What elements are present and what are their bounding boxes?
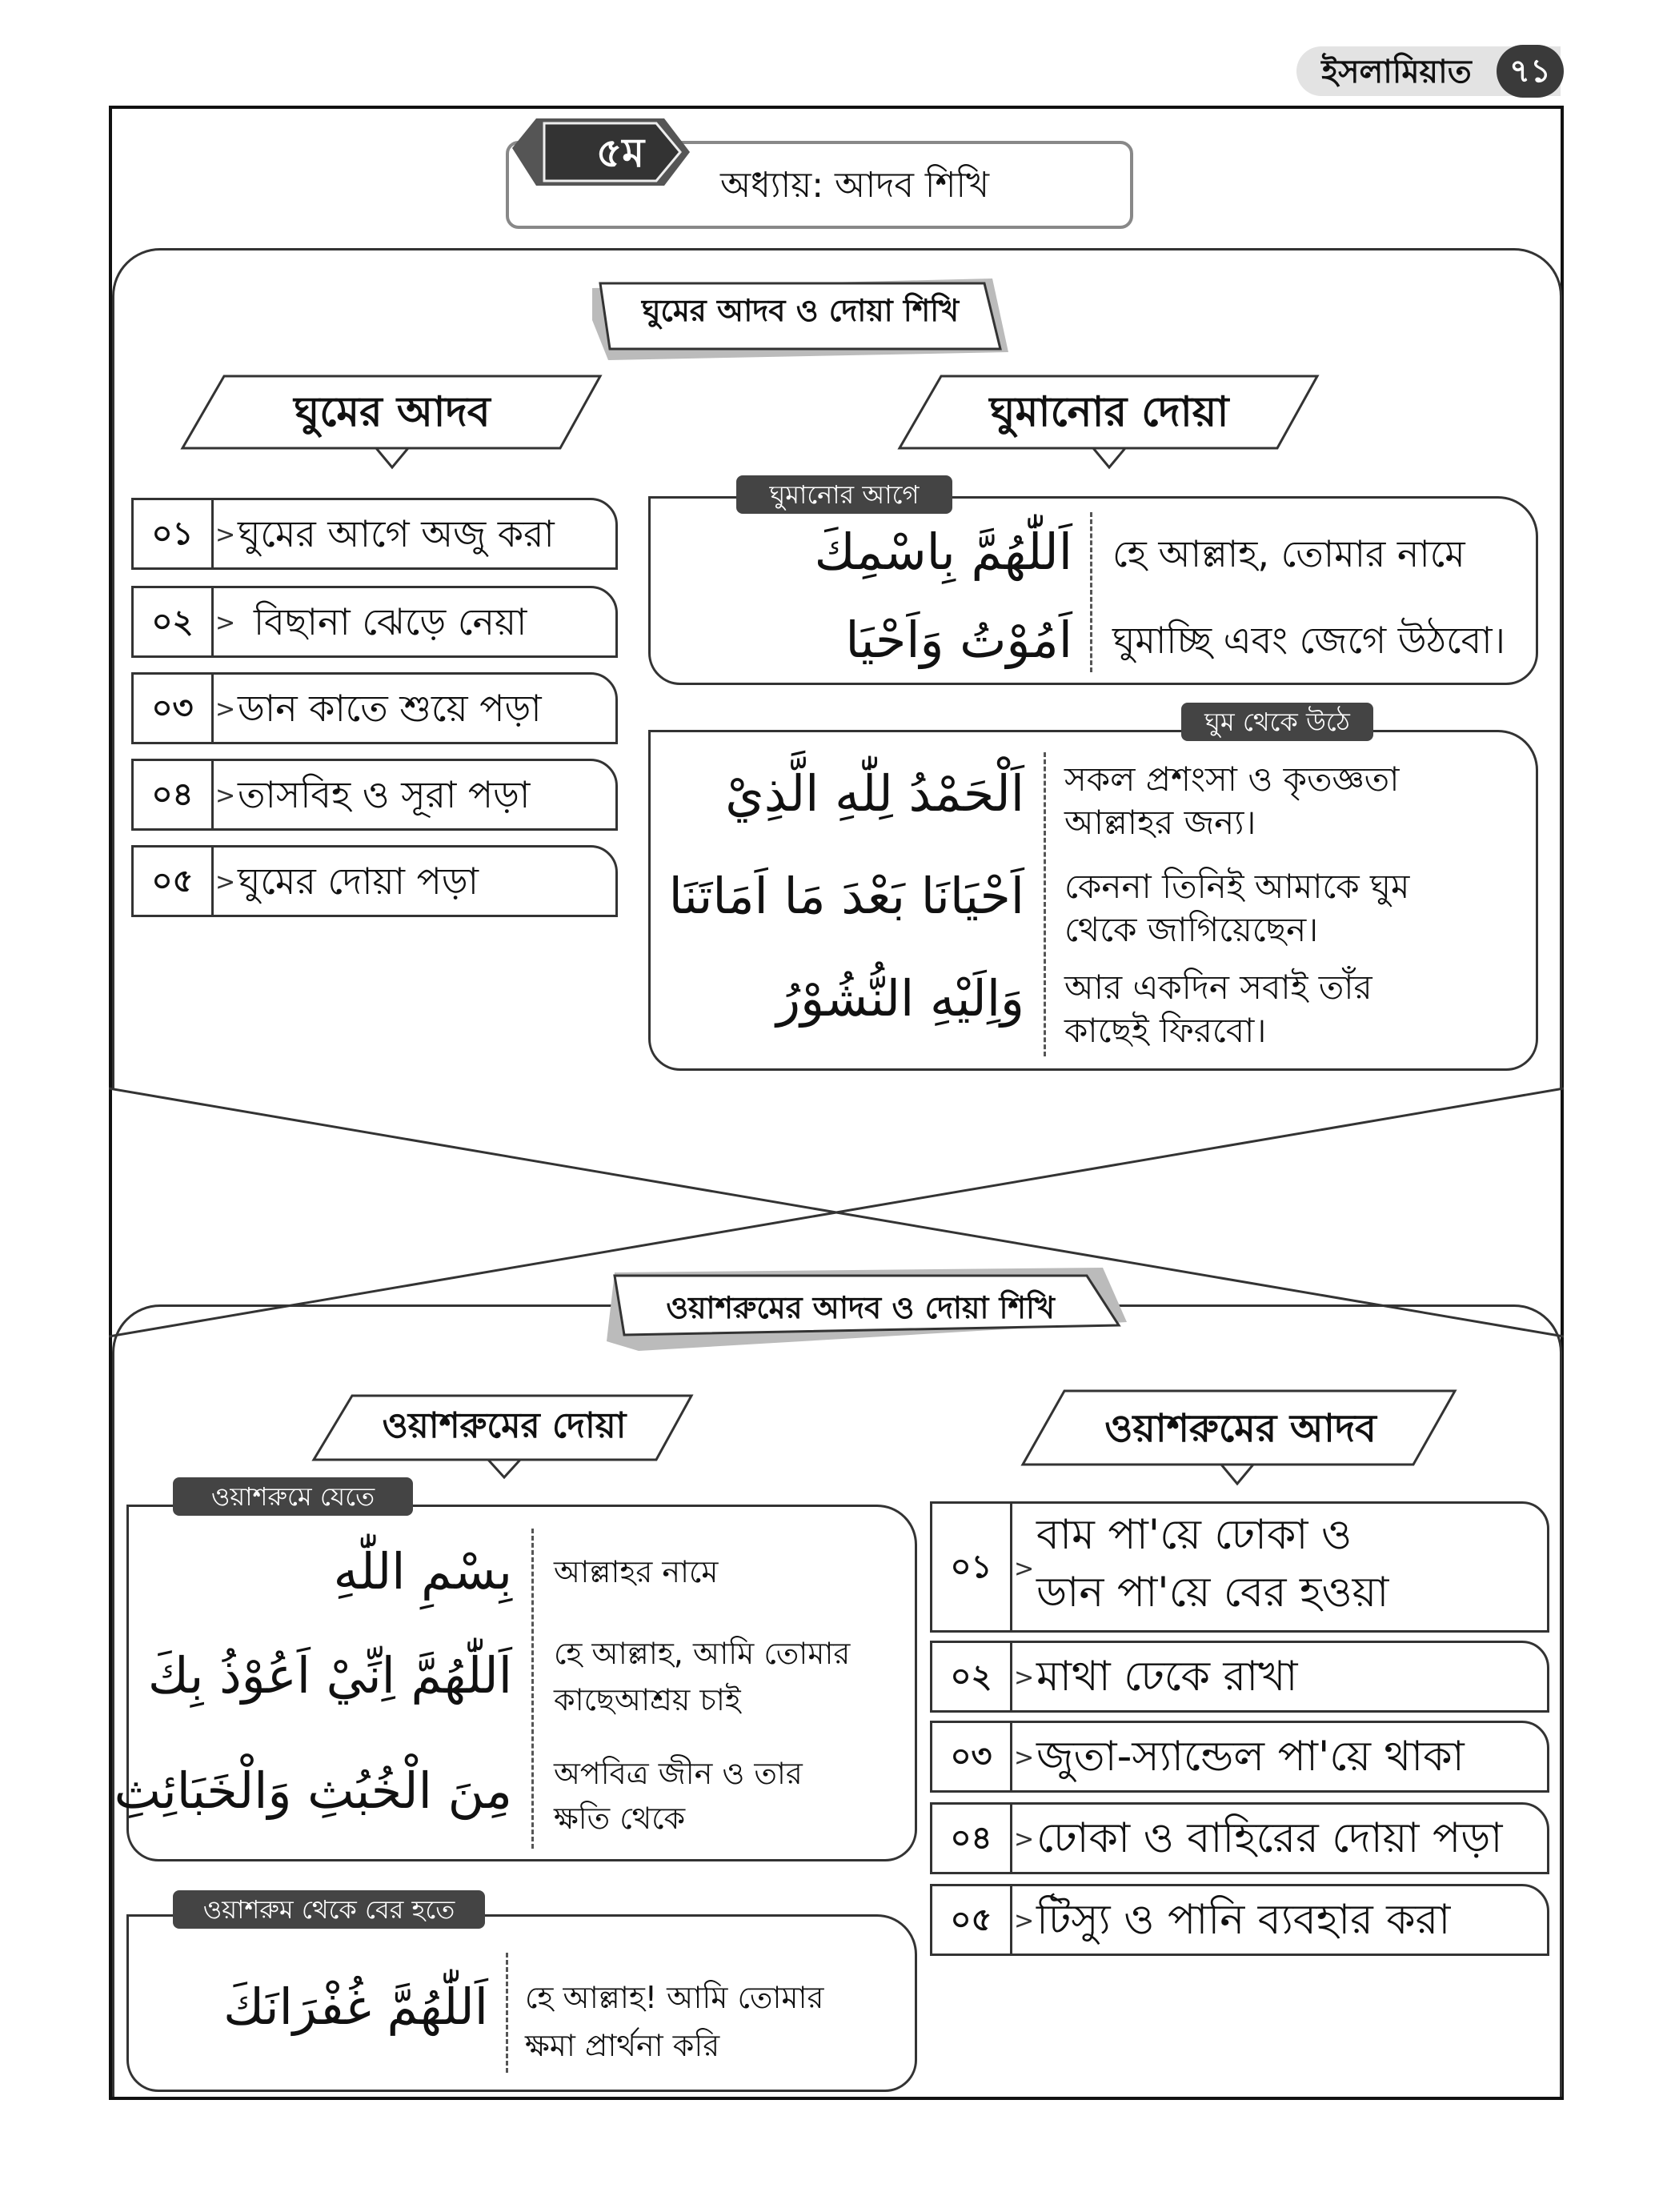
after-wake-bangla-3b: কাছেই ফিরবো। [1064,1011,1267,1050]
chevron-right-icon: > [1014,1555,1035,1583]
item-text: ডান কাতে শুয়ে পড়া [238,687,542,730]
divider-dashed [531,1529,534,1849]
sleep-item-5 [131,845,618,917]
sleep-item-3 [131,672,618,744]
chevron-right-icon: > [215,521,236,549]
sleep-etiquette-heading: ঘুমের আদব [294,388,491,436]
before-sleep-arabic-1: اَللّٰهُمَّ بِاسْمِكَ [814,523,1072,581]
item-number: ০৫ [134,848,214,915]
item-number: ০২ [134,588,214,655]
chevron-right-icon: > [215,695,236,723]
enter-washroom-arabic-1: بِسْمِ اللّٰهِ [333,1542,512,1601]
chapter-title: অধ্যায়: আদব শিখি [720,165,990,206]
divider-dashed [506,1953,508,2073]
after-wake-tag: ঘুম থেকে উঠে [1181,703,1373,741]
enter-washroom-bangla-3b: ক্ষতি থেকে [554,1801,686,1836]
chapter-number: ৫ম [595,130,645,176]
washroom-item-4 [930,1802,1549,1874]
exit-washroom-bangla-1: হে আল্লাহ! আমি তোমার [525,1980,824,2015]
item-text: টিস্যু ও পানি ব্যবহার করা [1036,1896,1451,1944]
before-sleep-arabic-2: اَمُوْتُ وَاَحْيَا [845,611,1072,669]
enter-washroom-bangla-2a: হে আল্লাহ, আমি তোমার [554,1636,851,1671]
exit-washroom-arabic: اَللّٰهُمَّ غُفْرَانَكَ [223,1978,488,2036]
item-text: ঘুমের আগে অজু করা [238,512,555,555]
washroom-dua-heading: ওয়াশরুমের দোয়া [382,1405,627,1446]
item-text: ঘুমের দোয়া পড়া [238,860,479,903]
item-text: বিছানা ঝেড়ে নেয়া [254,600,527,643]
item-number: ০১ [134,500,214,567]
before-sleep-tag: ঘুমানোর আগে [736,475,952,514]
item-text: ঢোকা ও বাহিরের দোয়া পড়া [1036,1814,1503,1862]
washroom-item-3 [930,1721,1549,1793]
after-wake-bangla-2b: থেকে জাগিয়েছেন। [1064,910,1319,949]
enter-washroom-arabic-2: اَللّٰهُمَّ اِنِّيْ اَعُوْذُ بِكَ [147,1646,512,1705]
chevron-right-icon: > [1014,1664,1035,1692]
page-number: ৭১ [1497,45,1564,98]
exit-washroom-tag: ওয়াশরুম থেকে বের হতে [173,1890,485,1929]
item-text-line-1: বাম পা'য়ে ঢোকা ও [1036,1511,1352,1559]
after-wake-arabic-2: اَحْيَانَا بَعْدَ مَا اَمَاتَنَا [668,867,1024,925]
after-wake-bangla-3a: আর একদিন সবাই তাঁর [1064,968,1372,1007]
item-number: ০৩ [134,675,214,742]
sleep-item-4 [131,759,618,831]
after-wake-arabic-1: اَلْحَمْدُ لِلّٰهِ الَّذِيْ [725,764,1024,823]
before-sleep-bangla-1: হে আল্লাহ, তোমার নামে [1112,532,1465,575]
chevron-right-icon: > [215,868,236,896]
divider-dashed [1044,752,1046,1056]
after-wake-bangla-1b: আল্লাহর জন্য। [1064,803,1256,842]
washroom-etiquette-heading: ওয়াশরুমের আদব [1104,1406,1376,1451]
item-text: মাথা ঢেকে রাখা [1036,1653,1298,1701]
washroom-item-2 [930,1641,1549,1713]
item-number: ০৫ [932,1886,1012,1954]
chevron-right-icon: > [215,782,236,810]
washroom-section-title: ওয়াশরুমের আদব ও দোয়া শিখি [666,1290,1055,1325]
item-number: ০৩ [932,1723,1012,1790]
item-text-line-2: ডান পা'য়ে বের হওয়া [1036,1569,1389,1617]
after-wake-arabic-3: وَاِلَيْهِ النُّشُوْرُ [776,969,1024,1028]
enter-washroom-bangla-3a: অপবিত্র জীন ও তার [554,1756,803,1791]
after-wake-bangla-1a: সকল প্রশংসা ও কৃতজ্ঞতা [1064,759,1400,799]
exit-washroom-bangla-2: ক্ষমা প্রার্থনা করি [525,2028,720,2063]
after-wake-bangla-2a: কেননা তিনিই আমাকে ঘুম [1064,867,1410,906]
before-sleep-bangla-2: ঘুমাচ্ছি এবং জেগে উঠবো। [1112,619,1506,662]
item-text: তাসবিহ ও সূরা পড়া [238,773,531,816]
chevron-right-icon: > [1014,1825,1035,1853]
subject-name: ইসলামিয়াত [1321,54,1472,90]
chevron-right-icon: > [215,609,236,637]
item-number: ০২ [932,1643,1012,1710]
sleep-item-1 [131,498,618,570]
item-number: ০৪ [932,1805,1012,1872]
enter-washroom-bangla-1: আল্লাহর নামে [554,1554,719,1589]
item-number: ০৪ [134,761,214,828]
washroom-item-1 [930,1501,1549,1633]
chevron-right-icon: > [1014,1907,1035,1935]
sleep-item-2 [131,586,618,658]
enter-washroom-bangla-2b: কাছেআশ্রয় চাই [554,1682,741,1717]
chevron-right-icon: > [1014,1744,1035,1772]
item-number: ০১ [932,1504,1012,1630]
sleep-dua-heading: ঘুমানোর দোয়া [989,388,1229,436]
divider-dashed [1090,512,1092,672]
sleep-section-title: ঘুমের আদব ও দোয়া শিখি [641,293,960,328]
washroom-item-5 [930,1884,1549,1956]
enter-washroom-tag: ওয়াশরুমে যেতে [173,1477,413,1516]
enter-washroom-arabic-3: مِنَ الْخُبُثِ وَالْخَبَائِثِ [114,1761,512,1820]
item-text: জুতা-স্যান্ডেল পা'য়ে থাকা [1036,1733,1465,1781]
